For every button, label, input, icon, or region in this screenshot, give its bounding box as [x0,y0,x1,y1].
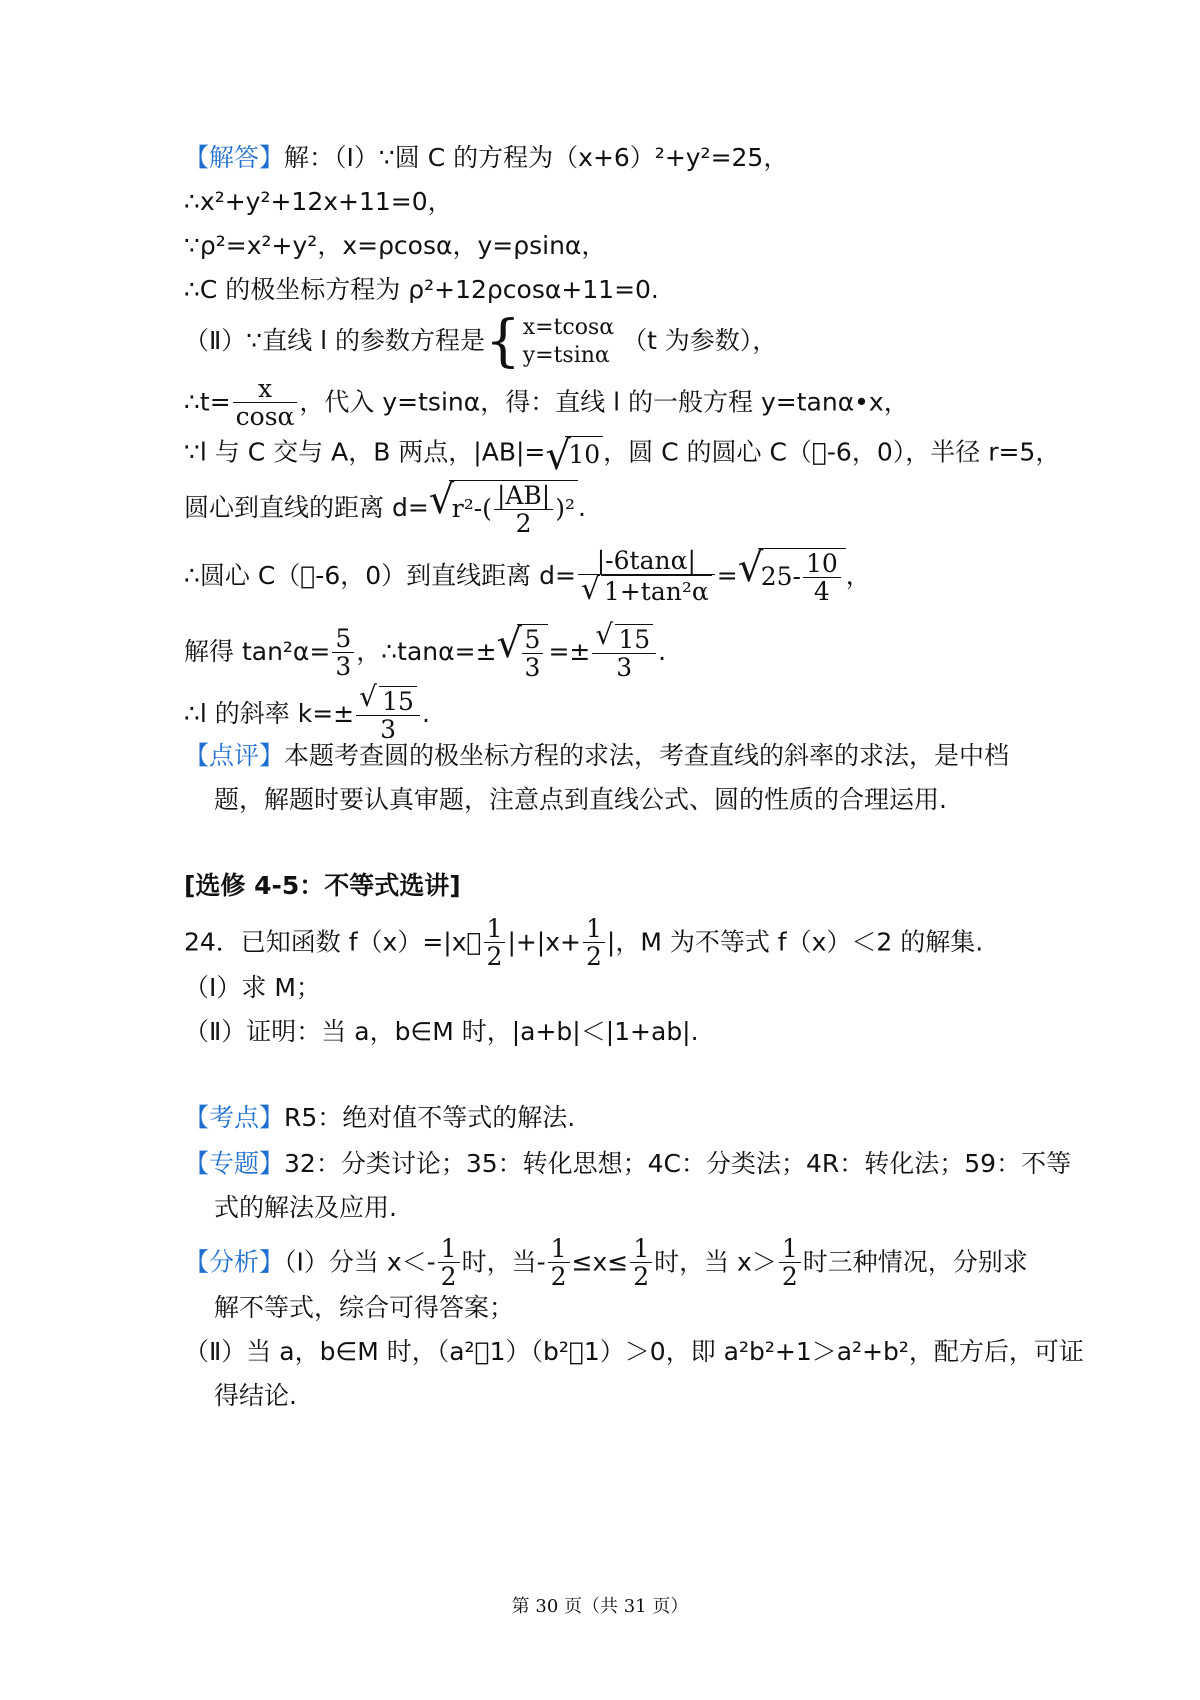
analysis-prefix: （I）分当 x＜- [284,1247,436,1277]
analysis-suffix: 时三种情况，分别求 [802,1247,1028,1277]
analysis-line-4: 得结论. [214,1381,297,1410]
fraction-numerator: 1 [438,1236,460,1263]
fraction-10-over-4 [803,551,841,606]
radical-sign-icon: √ [595,618,614,651]
distance-suffix: . [578,493,586,522]
solution-line-2: ∴x²+y²+12x+11=0， [184,187,453,216]
sqrt-denominator [580,572,712,607]
fraction-half [438,1236,460,1291]
equals-sign: = [716,561,738,590]
radical-sign-icon: √ [359,680,377,713]
section-title: [选修 4-5：不等式选讲] [184,871,461,900]
zhuanti-line-1 [184,1148,1071,1180]
fraction-denominator: cosα [235,402,295,431]
zhuanti-text-1: 32：分类讨论；35：转化思想；4C：分类法；4R：转化法；59：不等 [284,1149,1072,1178]
fraction-denominator: 2 [440,1262,457,1291]
problem-mid: |+|x+ [507,927,581,957]
fraction-numerator: 1 [548,1236,570,1263]
sqrt-distance [428,477,578,538]
fraction-numerator [356,680,420,716]
tan-prefix: 解得 tan²α= [184,637,331,666]
solution-text-1: 解：（Ⅰ）∵圆 C 的方程为（x+6）²+y²=25， [284,143,789,172]
fraction-half [583,916,605,971]
radicand: 15 [379,686,417,715]
radicand-part-a: 25- [760,562,801,591]
kaodian-line [184,1102,575,1134]
t-eq-prefix: ∴t= [184,387,231,417]
fraction-denominator: 3 [335,651,352,681]
sqrt-10 [545,433,603,479]
left-brace: { [485,309,521,374]
fraction-denominator: 2 [486,942,503,971]
comment-line-2: 题，解题时要认真审题，注意点到直线公式、圆的性质的合理运用. [214,785,947,814]
fraction-numerator: x [233,376,298,403]
analysis-line-2: 解不等式，综合可得答案； [214,1293,515,1322]
analysis-mid-3: 时，当 x＞ [654,1247,777,1277]
fraction-ab-over-2 [494,483,553,538]
analysis-mid-2: ≤x≤ [571,1247,629,1277]
solution-tag: 【解答】 [184,143,285,172]
fraction-5-over-3 [332,623,354,681]
comment-line-1 [184,740,1009,772]
slope-suffix: . [421,699,430,728]
radical-sign-icon: √ [428,477,455,523]
problem-line-3: （Ⅱ）证明：当 a，b∈M 时，|a+b|＜|1+ab|. [184,1017,699,1046]
radicand-part-a: r²-( [451,494,492,523]
solution-line-3: ∵ρ²=x²+y²，x=ρcosα，y=ρsinα， [184,231,607,260]
zhuanti-line-2: 式的解法及应用. [214,1193,397,1222]
fraction-numerator: 10 [803,551,841,578]
sqrt-5-over-3 [496,621,549,682]
fraction-sqrt15-over-3 [592,618,656,682]
radicand-part-b: )² [555,494,576,523]
radical-sign-icon: √ [580,572,601,607]
analysis-line-1 [184,1236,1028,1291]
tan-suffix: . [658,637,667,666]
solution-line-10 [184,618,667,682]
analysis-tag: 【分析】 [184,1247,285,1277]
slope-prefix: ∴l 的斜率 k=± [184,699,355,728]
t-eq-suffix: ，代入 y=tsinα，得：直线 l 的一般方程 y=tanα•x， [299,387,909,417]
param-system [523,314,614,370]
analysis-mid: 时，当- [461,1247,546,1277]
equals-pm: =± [548,637,591,666]
fraction-half [630,1236,652,1291]
solution-line-1 [184,142,788,174]
radical-sign-icon: √ [737,545,764,591]
comment-text-1: 本题考查圆的极坐标方程的求法，考查直线的斜率的求法，是中档 [284,741,1010,770]
radicand: 10 [565,436,603,471]
analysis-line-3: （Ⅱ）当 a，b∈M 时，（a² 1）（b² 1）＞0，即 a²b²+1＞a²+b²，配方后，可证 [184,1337,1084,1366]
fraction-denominator: 2 [585,942,602,971]
fraction-denominator: 2 [781,1262,798,1291]
param-eq-x: x=tcosα [522,315,615,340]
radical-sign-icon: √ [496,621,523,667]
kaodian-tag: 【考点】 [184,1103,285,1132]
radical-sign-icon: √ [545,433,571,479]
fraction-numerator: 5 [522,627,544,654]
fraction-half [779,1236,801,1291]
solution-line-11 [184,680,430,744]
comment-tag: 【点评】 [184,741,285,770]
solution-line-8 [184,477,586,538]
distance-prefix: 圆心到直线的距离 d= [184,493,429,522]
fraction-slope [356,680,420,744]
solution-line-7 [184,433,1061,479]
fraction-denominator: 3 [380,715,396,744]
fraction-half [484,916,506,971]
param-eq-prefix: （Ⅱ）∵直线 l 的参数方程是 [184,326,486,355]
fraction-numerator: 1 [779,1236,801,1263]
fraction-numerator: |-6tanα| [578,548,715,575]
page-footer: 第 30 页（共 31 页） [511,1596,689,1617]
fraction-denominator [578,572,715,607]
radicand: 15 [615,624,653,653]
problem-line-2: （Ⅰ）求 M； [184,973,321,1002]
solution-line-9 [184,545,871,607]
fraction-denominator: 3 [524,653,541,682]
fraction-denominator: 3 [616,653,633,682]
sqrt-15 [595,618,653,654]
sqrt-25-minus [737,545,846,606]
ab-suffix: ，圆 C 的圆心 C（ -6，0），半径 r=5， [603,437,1061,467]
solution-line-5 [184,309,778,374]
solution-line-6 [184,376,909,431]
fraction-denominator: 4 [813,577,830,606]
fraction-denominator: 2 [633,1262,650,1291]
ab-prefix: ∵l 与 C 交与 A，B 两点，|AB|= [184,437,546,467]
solution-line-4: ∴C 的极坐标方程为 ρ²+12ρcosα+11=0. [184,275,659,304]
fraction-numerator: |AB| [494,483,553,510]
fraction-denominator: 2 [550,1262,567,1291]
param-eq-y: y=tsinα [522,343,610,368]
radicand: 1+tan²α [601,575,712,606]
kaodian-text: R5：绝对值不等式的解法. [284,1103,576,1132]
problem-prefix: 24．已知函数 f（x）=|x  [184,927,482,957]
zhuanti-tag: 【专题】 [184,1149,285,1178]
fraction-5-over-3-inner [522,627,544,682]
radicand [758,548,846,606]
center-distance-suffix: ， [845,561,871,590]
fraction-numerator: 1 [484,916,506,943]
fraction-denominator: 2 [515,509,532,538]
fraction-distance [578,548,715,606]
sqrt-15 [359,680,417,716]
center-distance-prefix: ∴圆心 C（ -6，0）到直线距离 d= [184,561,576,590]
tan-mid: ，∴tanα=± [356,637,497,666]
problem-line-1 [184,916,983,971]
fraction-numerator: 1 [630,1236,652,1263]
fraction-x-over-cos [233,376,298,431]
radicand [449,480,578,538]
fraction-numerator [592,618,656,654]
problem-suffix: |，M 为不等式 f（x）＜2 的解集. [606,927,984,957]
param-eq-suffix: （t 为参数）， [622,326,778,355]
fraction-numerator: 1 [583,916,605,943]
fraction-numerator: 5 [332,626,354,653]
fraction-half [548,1236,570,1291]
